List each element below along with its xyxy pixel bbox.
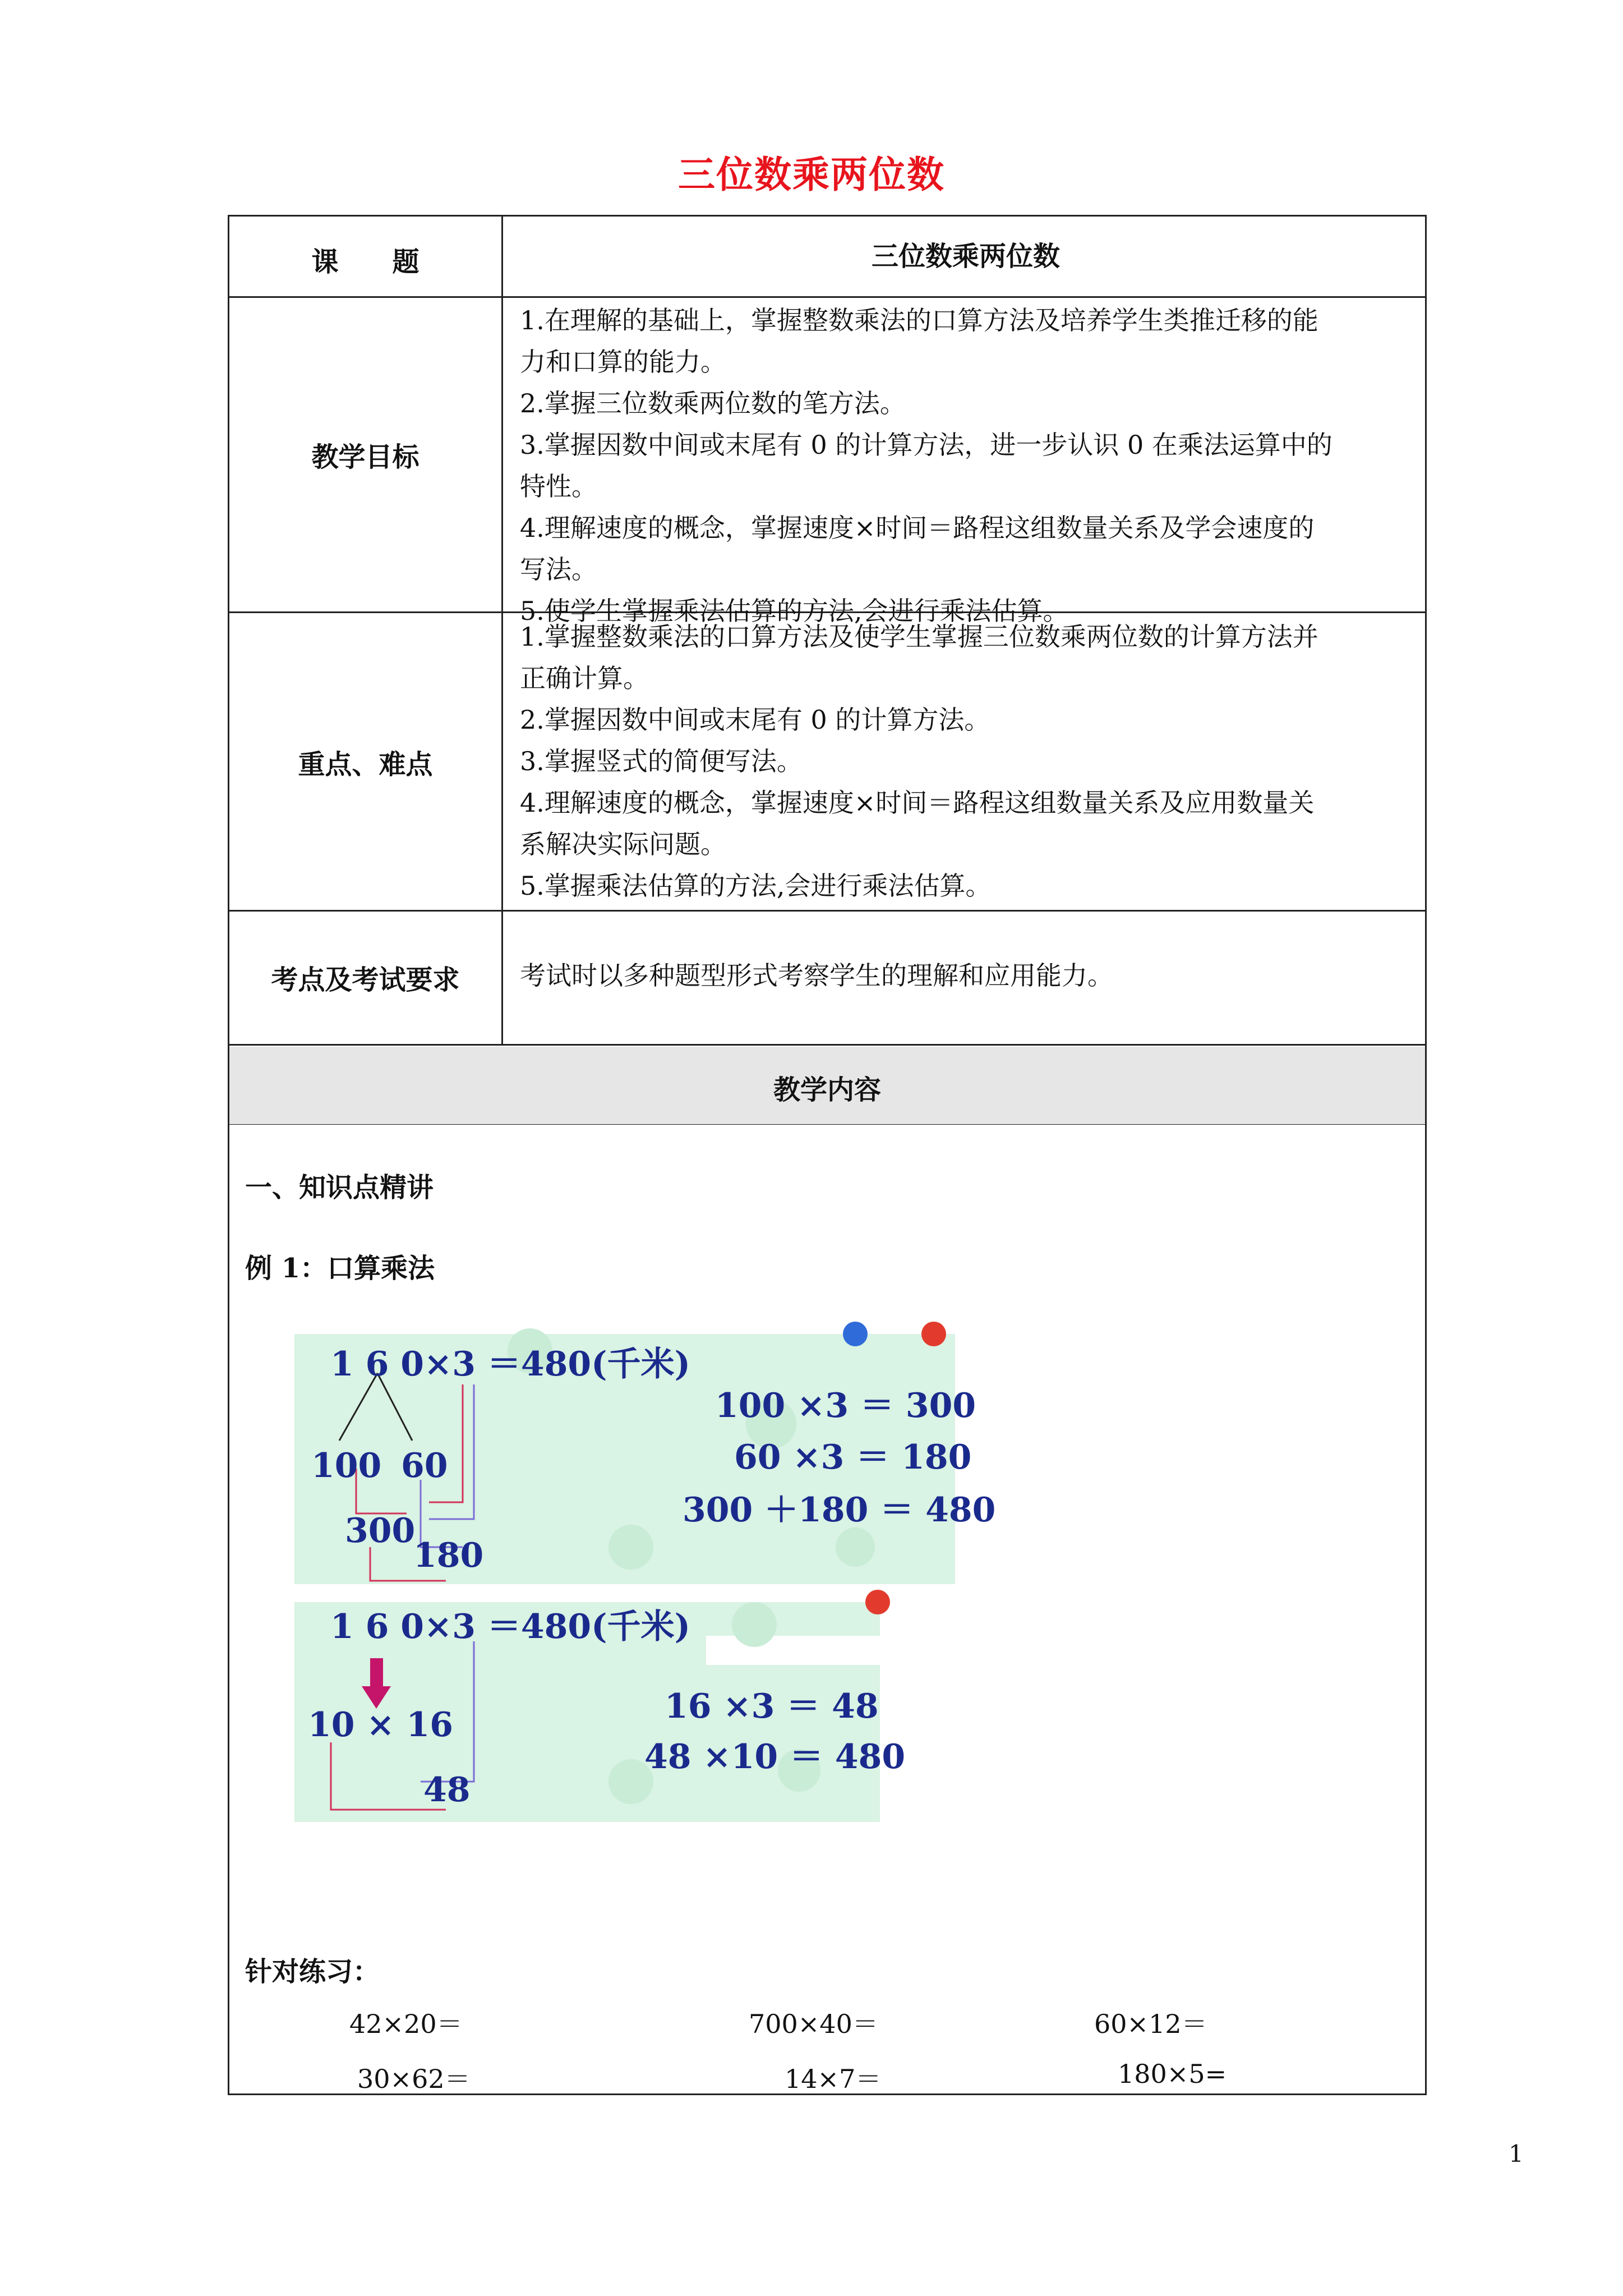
figure-1-part-1: 300 bbox=[345, 1511, 416, 1550]
mental-math-figure-1 bbox=[294, 1334, 996, 1584]
key-point-line: 系解决实际问题。 bbox=[520, 829, 726, 859]
row-label-key-points: 重点、难点 bbox=[298, 749, 433, 780]
key-points-list bbox=[520, 616, 1412, 907]
page-number: 1 bbox=[1509, 2140, 1524, 2168]
key-point-line: 3.掌握竖式的简便写法。 bbox=[520, 746, 803, 776]
objective-line: 4.理解速度的概念，掌握速度×时间＝路程这组数量关系及学会速度的 bbox=[520, 513, 1315, 543]
practice-item: 60×12＝ bbox=[1094, 2009, 1207, 2039]
objective-line: 2.掌握三位数乘两位数的笔方法。 bbox=[520, 388, 906, 418]
row-divider bbox=[229, 1044, 1425, 1046]
practice-heading: 针对练习： bbox=[245, 1956, 380, 1987]
key-point-line: 正确计算。 bbox=[520, 663, 649, 693]
practice-item: 14×7＝ bbox=[785, 2064, 882, 2094]
figure-1-eq-1: 100 ×3 ＝ 300 bbox=[715, 1386, 976, 1425]
exam-requirement: 考试时以多种题型形式考察学生的理解和应用能力。 bbox=[520, 960, 1113, 991]
figure-1-split-b: 60 bbox=[401, 1446, 448, 1485]
lesson-table bbox=[228, 215, 1427, 2095]
row-divider bbox=[229, 910, 1425, 912]
objective-line: 3.掌握因数中间或末尾有 0 的计算方法，进一步认识 0 在乘法运算中的 bbox=[520, 430, 1332, 460]
row-label-exam: 考点及考试要求 bbox=[271, 964, 460, 996]
practice-item: 700×40＝ bbox=[749, 2009, 878, 2039]
figure-1-part-2: 180 bbox=[413, 1536, 484, 1575]
figure-2-part: 48 bbox=[423, 1770, 471, 1810]
row-label-topic: 课 题 bbox=[311, 246, 419, 278]
figure-2-eq-2: 48 ×10 ＝ 480 bbox=[644, 1737, 906, 1777]
row-divider bbox=[229, 296, 1425, 298]
figure-1-eq-2: 60 ×3 ＝ 180 bbox=[734, 1438, 972, 1477]
key-point-line: 5.掌握乘法估算的方法,会进行乘法估算。 bbox=[520, 871, 992, 901]
practice-item: 180×5= bbox=[1118, 2059, 1227, 2089]
key-point-line: 1.掌握整数乘法的口算方法及使学生掌握三位数乘两位数的计算方法并 bbox=[520, 622, 1318, 652]
figure-2-equation: 1 6 0×3 ＝480(千米) bbox=[330, 1607, 690, 1646]
topic-value: 三位数乘两位数 bbox=[871, 241, 1060, 272]
practice-item: 30×62＝ bbox=[357, 2064, 471, 2094]
objective-line: 力和口算的能力。 bbox=[520, 347, 726, 377]
example-heading: 例 1：口算乘法 bbox=[245, 1253, 435, 1284]
page-title: 三位数乘两位数 bbox=[678, 153, 945, 196]
figure-1-equation: 1 6 0×3 ＝480(千米) bbox=[330, 1345, 690, 1384]
figure-1-split-a: 100 bbox=[311, 1446, 382, 1485]
column-divider bbox=[501, 217, 503, 1046]
objective-line: 写法。 bbox=[520, 554, 597, 585]
figure-1-eq-3: 300 ＋180 ＝ 480 bbox=[683, 1490, 996, 1530]
objective-line: 5.使学生掌握乘法估算的方法,会进行乘法估算。 bbox=[520, 596, 1069, 626]
objectives-list bbox=[520, 300, 1412, 632]
objective-line: 特性。 bbox=[520, 471, 597, 501]
content-header: 教学内容 bbox=[773, 1074, 881, 1106]
figure-2-factored: 10 × 16 bbox=[308, 1705, 454, 1745]
mental-math-figure-2 bbox=[294, 1602, 906, 1822]
key-point-line: 4.理解速度的概念，掌握速度×时间＝路程这组数量关系及应用数量关 bbox=[520, 788, 1315, 818]
practice-item: 42×20＝ bbox=[349, 2009, 463, 2039]
section-heading: 一、知识点精讲 bbox=[245, 1172, 434, 1203]
objective-line: 1.在理解的基础上，掌握整数乘法的口算方法及培养学生类推迁移的能 bbox=[520, 305, 1318, 335]
key-point-line: 2.掌握因数中间或末尾有 0 的计算方法。 bbox=[520, 705, 990, 735]
row-label-objectives: 教学目标 bbox=[311, 441, 419, 473]
figure-2-eq-1: 16 ×3 ＝ 48 bbox=[665, 1687, 879, 1726]
